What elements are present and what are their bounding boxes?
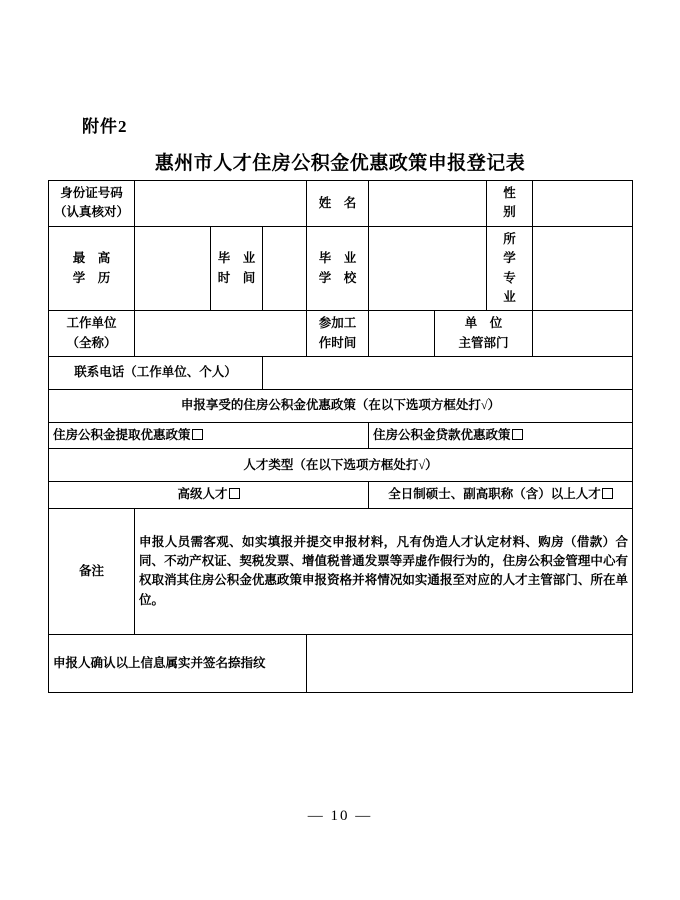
- supervising-authority-label-line2: 主管部门: [458, 335, 509, 350]
- graduation-time-label-line1: 毕 业: [217, 251, 256, 266]
- id-number-label: [49, 181, 135, 227]
- highest-education-label-line2: 学 历: [72, 270, 111, 285]
- talent-option-senior-label: 高级人才: [177, 487, 228, 502]
- name-label: 姓 名: [307, 181, 369, 227]
- contact-phone-label: 联系电话（工作单位、个人）: [49, 357, 263, 390]
- work-unit-label-line2: （全称）: [66, 335, 117, 350]
- table-row: [49, 482, 633, 508]
- work-start-time-field[interactable]: [369, 311, 435, 357]
- major-label-line2: 专 业: [503, 270, 529, 304]
- talent-option-master-label: 全日制硕士、副高职称（含）以上人才: [388, 487, 601, 502]
- school-label-line2: 学 校: [318, 270, 357, 285]
- id-number-field[interactable]: [135, 181, 307, 227]
- school-label: [307, 226, 369, 311]
- checkbox-icon[interactable]: [229, 488, 240, 499]
- policy-option-loan-label: 住房公积金贷款优惠政策: [373, 428, 511, 442]
- work-start-time-label-line2: 作时间: [318, 335, 357, 350]
- gender-field[interactable]: [533, 181, 633, 227]
- policy-option-loan[interactable]: [369, 423, 633, 449]
- page-title: 惠州市人才住房公积金优惠政策申报登记表: [154, 153, 526, 174]
- signature-field[interactable]: [307, 634, 633, 692]
- graduation-time-label-line2: 时 间: [217, 270, 256, 285]
- table-row: [49, 357, 633, 390]
- graduation-time-label: [211, 226, 263, 311]
- contact-phone-field[interactable]: [263, 357, 633, 390]
- gender-label: 性 别: [487, 181, 533, 227]
- supervising-authority-label: [435, 311, 533, 357]
- id-number-label-line1: 身份证号码: [60, 186, 123, 200]
- remark-label: 备注: [49, 508, 135, 634]
- work-unit-label-line1: 工作单位: [66, 316, 117, 331]
- table-row: [49, 449, 633, 482]
- name-field[interactable]: [369, 181, 487, 227]
- work-unit-label: [49, 311, 135, 357]
- registration-form-table: [48, 180, 633, 693]
- attachment-label: 附件2: [82, 117, 128, 136]
- major-field[interactable]: [533, 226, 633, 311]
- confirmation-label: 申报人确认以上信息属实并签名捺指纹: [49, 634, 307, 692]
- table-row: [49, 508, 633, 634]
- remark-text: 申报人员需客观、如实填报并提交申报材料，凡有伪造人才认定材料、购房（借款）合同、不动产权证、契税发票、增值税普通发票等弄虚作假行为的，住房公积金管理中心有权取消其住房公积金优惠政策申报资格并将情况如实通报至对应的人才主管部门、所在单位。: [135, 508, 633, 634]
- supervising-authority-label-line1: 单 位: [464, 316, 503, 331]
- talent-type-header: 人才类型（在以下选项方框处打√）: [49, 449, 633, 482]
- highest-education-label: [49, 226, 135, 311]
- checkbox-icon[interactable]: [602, 488, 613, 499]
- school-label-line1: 毕 业: [318, 251, 357, 266]
- table-row: [49, 423, 633, 449]
- supervising-authority-field[interactable]: [533, 311, 633, 357]
- checkbox-icon[interactable]: [192, 429, 203, 440]
- policy-option-withdraw-label: 住房公积金提取优惠政策: [53, 428, 191, 442]
- table-row: [49, 181, 633, 227]
- work-unit-field[interactable]: [135, 311, 307, 357]
- graduation-time-field[interactable]: [263, 226, 307, 311]
- talent-option-senior[interactable]: [49, 482, 369, 508]
- table-row: [49, 311, 633, 357]
- work-start-time-label-line1: 参加工: [318, 316, 357, 331]
- work-start-time-label: [307, 311, 369, 357]
- major-label-line1: 所 学: [503, 231, 529, 266]
- id-number-label-line2: （认真核对）: [53, 205, 129, 220]
- major-label: [487, 226, 533, 311]
- table-row: [49, 390, 633, 423]
- policy-option-withdraw[interactable]: [49, 423, 369, 449]
- page-number: — 10 —: [307, 808, 373, 824]
- table-row: [49, 634, 633, 692]
- school-field[interactable]: [369, 226, 487, 311]
- talent-option-master[interactable]: [369, 482, 633, 508]
- policy-section-header: 申报享受的住房公积金优惠政策（在以下选项方框处打√）: [49, 390, 633, 423]
- highest-education-label-line1: 最 高: [72, 251, 111, 266]
- checkbox-icon[interactable]: [512, 429, 523, 440]
- highest-education-field[interactable]: [135, 226, 211, 311]
- table-row: [49, 226, 633, 311]
